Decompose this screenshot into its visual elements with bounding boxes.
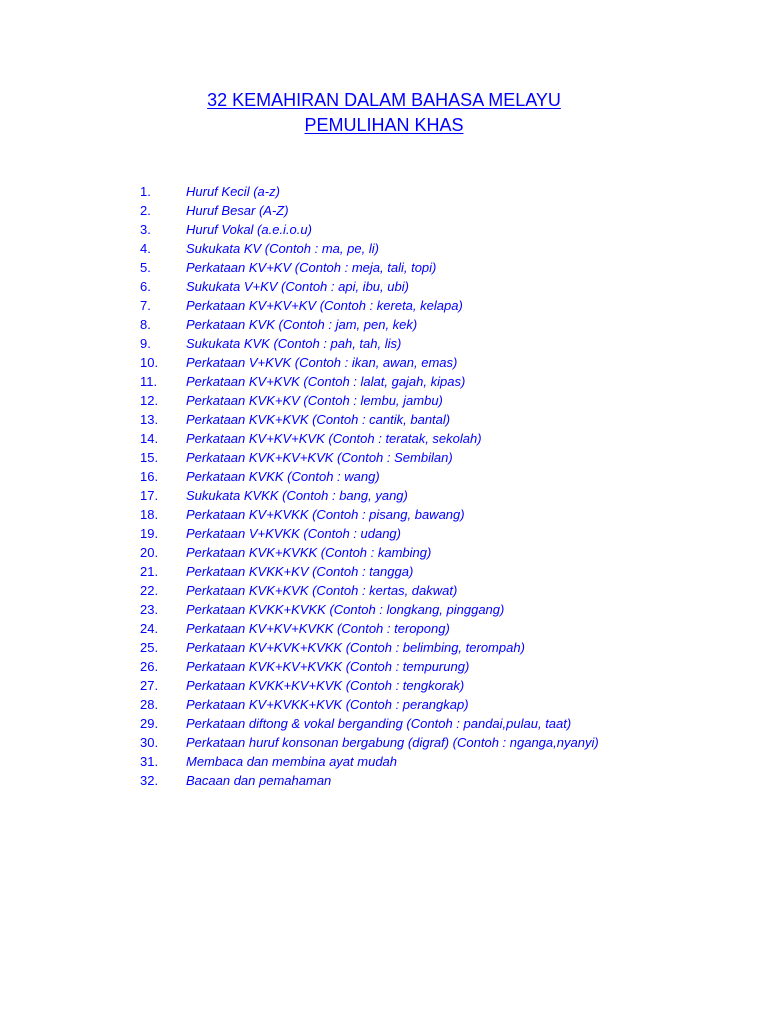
item-number: 4. xyxy=(140,241,151,256)
item-number: 16. xyxy=(140,469,159,484)
item-text: Perkataan KV+KV+KVK (Contoh : teratak, sekolah) xyxy=(186,431,482,446)
item-text: Huruf Vokal (a.e.i.o.u) xyxy=(186,222,312,237)
item-number: 11. xyxy=(140,374,158,389)
item-text: Perkataan V+KVK (Contoh : ikan, awan, emas) xyxy=(186,355,458,370)
item-number: 18. xyxy=(140,507,159,522)
item-number: 5. xyxy=(140,260,151,275)
item-text: Sukukata KVKK (Contoh : bang, yang) xyxy=(186,488,408,503)
item-text: Huruf Kecil (a-z) xyxy=(186,184,280,199)
item-number: 13. xyxy=(140,412,159,427)
item-text: Perkataan V+KVKK (Contoh : udang) xyxy=(186,526,401,541)
item-number: 26. xyxy=(140,659,159,674)
item-number: 9. xyxy=(140,336,151,351)
item-number: 28. xyxy=(140,697,159,712)
item-number: 7. xyxy=(140,298,151,313)
item-number: 12. xyxy=(140,393,159,408)
item-text: Membaca dan membina ayat mudah xyxy=(186,754,398,769)
item-text: Perkataan KV+KVK (Contoh : lalat, gajah, kipas) xyxy=(186,374,466,389)
item-text: Sukukata V+KV (Contoh : api, ibu, ubi) xyxy=(186,279,409,294)
item-number: 15. xyxy=(140,450,159,465)
item-text: Perkataan huruf konsonan bergabung (digraf) (Contoh : nganga,nyanyi) xyxy=(186,735,599,750)
item-text: Perkataan KVK+KV (Contoh : lembu, jambu) xyxy=(186,393,443,408)
page-title: 32 KEMAHIRAN DALAM BAHASA MELAYU xyxy=(207,90,561,110)
item-text: Perkataan KV+KV (Contoh : meja, tali, topi) xyxy=(186,260,437,275)
item-text: Perkataan KVK+KV+KVKK (Contoh : tempurung) xyxy=(186,659,470,674)
item-text: Perkataan KV+KVK+KVKK (Contoh : belimbing, terompah) xyxy=(186,640,525,655)
item-text: Perkataan KVK+KVKK (Contoh : kambing) xyxy=(186,545,432,560)
item-number: 10. xyxy=(140,355,159,370)
item-text: Perkataan diftong & vokal berganding (Contoh : pandai,pulau, taat) xyxy=(186,716,572,731)
item-number: 14. xyxy=(140,431,159,446)
item-number: 32. xyxy=(140,773,159,788)
item-number: 21. xyxy=(140,564,159,579)
item-text: Perkataan KVKK+KV+KVK (Contoh : tengkorak) xyxy=(186,678,465,693)
item-number: 22. xyxy=(140,583,159,598)
item-number: 27. xyxy=(140,678,159,693)
item-number: 25. xyxy=(140,640,159,655)
item-text: Perkataan KV+KV+KV (Contoh : kereta, kelapa) xyxy=(186,298,463,313)
item-text: Perkataan KVK+KV+KVK (Contoh : Sembilan) xyxy=(186,450,453,465)
item-text: Perkataan KVK (Contoh : jam, pen, kek) xyxy=(186,317,418,332)
item-text: Perkataan KVKK+KV (Contoh : tangga) xyxy=(186,564,414,579)
item-number: 31. xyxy=(140,754,159,769)
item-text: Perkataan KV+KV+KVKK (Contoh : teropong) xyxy=(186,621,450,636)
item-number: 19. xyxy=(140,526,159,541)
item-number: 3. xyxy=(140,222,151,237)
item-text: Perkataan KVK+KVK (Contoh : cantik, bantal) xyxy=(186,412,451,427)
item-number: 23. xyxy=(140,602,159,617)
item-text: Sukukata KVK (Contoh : pah, tah, lis) xyxy=(186,336,402,351)
item-number: 30. xyxy=(140,735,159,750)
item-text: Sukukata KV (Contoh : ma, pe, li) xyxy=(186,241,379,256)
item-number: 24. xyxy=(140,621,159,636)
item-number: 6. xyxy=(140,279,151,294)
item-text: Perkataan KVKK+KVKK (Contoh : longkang, pinggang) xyxy=(186,602,505,617)
item-number: 17. xyxy=(140,488,159,503)
item-text: Bacaan dan pemahaman xyxy=(186,773,332,788)
item-number: 2. xyxy=(140,203,151,218)
item-number: 1. xyxy=(140,184,151,199)
item-number: 29. xyxy=(140,716,159,731)
item-text: Huruf Besar (A-Z) xyxy=(186,203,289,218)
page-subtitle: PEMULIHAN KHAS xyxy=(304,115,464,135)
item-text: Perkataan KVK+KVK (Contoh : kertas, dakwat) xyxy=(186,583,458,598)
item-number: 20. xyxy=(140,545,159,560)
item-text: Perkataan KVKK (Contoh : wang) xyxy=(186,469,380,484)
item-text: Perkataan KV+KVKK (Contoh : pisang, bawang) xyxy=(186,507,465,522)
item-text: Perkataan KV+KVKK+KVK (Contoh : perangkap) xyxy=(186,697,469,712)
item-number: 8. xyxy=(140,317,151,332)
